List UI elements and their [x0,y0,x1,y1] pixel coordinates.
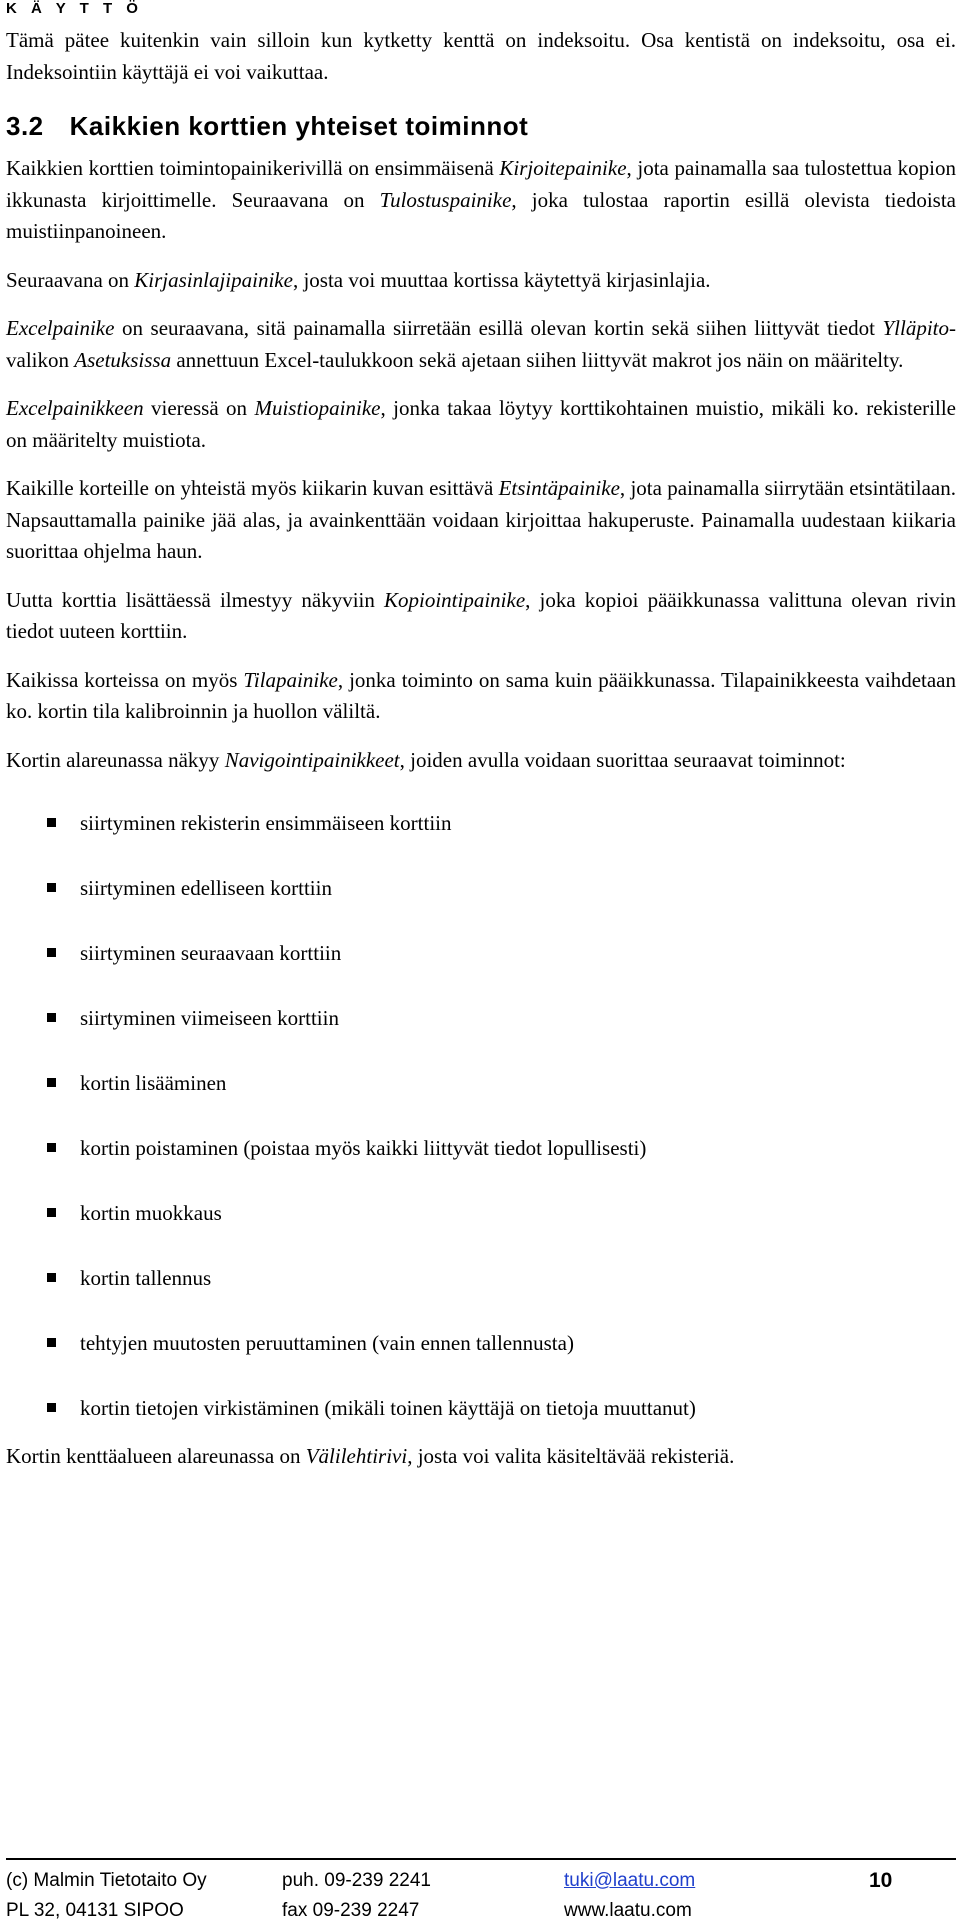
paragraph-status-button [6,665,956,728]
list-item-text: siirtyminen rekisterin ensimmäiseen korttiin [80,811,452,835]
bullet-square-icon [47,883,56,892]
footer-fax: fax 09-239 2247 [282,1900,420,1921]
term-asetuksissa: Asetuksissa [74,347,172,372]
text-run: Kaikkien korttien toimintopainikerivillä on ensimmäisenä [6,156,500,180]
running-header: K Ä Y T T Ö [6,0,143,17]
list-item-text: kortin poistaminen (poistaa myös kaikki liittyvät tiedot lopullisesti) [80,1136,647,1160]
text-run: Kortin alareunassa näkyy [6,747,225,772]
list-item [6,1003,956,1068]
text-run: , joiden avulla voidaan suorittaa seuraavat toiminnot: [399,747,846,772]
list-item-text: siirtyminen seuraavaan korttiin [80,941,342,965]
text-run: annettuun Excel-taulukkoon sekä ajetaan siihen liittyvät makrot jos näin on määritelty. [171,347,904,372]
section-number: 3.2 [6,111,44,141]
list-item-text: kortin tietojen virkistäminen (mikäli toinen käyttäjä on tietoja muuttanut) [80,1396,696,1420]
list-item [6,1068,956,1133]
page-content [6,25,956,1473]
text-run: , jonka toiminto on sama kuin pääikkunassa. Tilapainikkeesta vaihdetaan ko. kortin tila kalibroinnin ja huollon väliltä. [6,667,956,723]
list-item-text: kortin tallennus [80,1266,212,1290]
term-tulostuspainike: Tulostuspainike [379,187,512,212]
footer-email-link[interactable]: tuki@laatu.com [564,1870,696,1891]
list-item [6,1263,956,1328]
paragraph-copy-button [6,585,956,648]
footer-address: PL 32, 04131 SIPOO [6,1900,184,1921]
text-run: Kaikissa korteissa on myös [6,667,244,692]
bullet-square-icon [47,1403,56,1412]
footer-phone: puh. 09-239 2241 [282,1870,431,1891]
text-run: , joka kopioi pääikkunassa valittuna olevan rivin tiedot uuteen korttiin. [6,587,956,643]
list-item-text: kortin muokkaus [80,1201,222,1225]
text-run: Kaikille korteille on yhteistä myös kiikarin kuvan esittävä [6,476,499,500]
text-run: , jota painamalla siirrytään etsintätilaan. Napsauttamalla painike jää alas, ja avainkenttään voidaan kirjoittaa hakuperuste. Painamalla uudestaan kiikaria suorittaa ohjelma haun. [6,476,956,563]
text-run: Kortin kenttäalueen alareunassa on [6,1444,306,1468]
text-run: -valikon [6,316,956,372]
term-tilapainike: Tilapainike [243,667,338,692]
bullet-square-icon [47,1013,56,1022]
paragraph-excel-button [6,313,956,376]
bullet-square-icon [47,1208,56,1217]
bullet-square-icon [47,1078,56,1087]
text-run: on seuraavana, sitä painamalla siirretään esillä olevan kortin sekä siihen liittyvät tiedot [114,316,883,340]
page-footer [6,1866,956,1926]
term-muistiopainike: Muistiopainike [254,396,381,420]
paragraph-memo-button [6,393,956,456]
paragraph-tab-row [6,1441,956,1473]
text-run: , joka tulostaa raportin esillä olevista tiedoista muistiinpanoineen. [6,187,956,243]
list-item [6,1393,956,1441]
term-kopiointipainike: Kopiointipainike [384,587,526,612]
list-item [6,873,956,938]
paragraph-toolbar-buttons [6,153,956,248]
bullet-square-icon [47,818,56,827]
list-item-text: kortin lisääminen [80,1071,227,1095]
page-number: 10 [869,1869,893,1892]
list-item [6,1328,956,1393]
term-excelpainike: Excelpainike [6,316,115,340]
intro-paragraph: Tämä pätee kuitenkin vain silloin kun kytketty kenttä on indeksoitu. Osa kentistä on indeksoitu, osa ei. Indeksointiin käyttäjä ei voi vaikuttaa. [6,28,956,84]
paragraph-font-button [6,265,956,297]
bullet-square-icon [47,948,56,957]
text-run: , josta voi muuttaa kortissa käytettyä kirjasinlajia. [292,267,711,292]
text-run: Seuraavana on [6,267,135,292]
text-run: , josta voi valita käsiteltävää rekisteriä. [407,1444,735,1468]
footer-divider [6,1858,956,1860]
term-navigointipainikkeet: Navigointipainikkeet [224,747,400,772]
list-item-text: tehtyjen muutosten peruuttaminen (vain ennen tallennusta) [80,1331,574,1355]
navigation-functions-list [6,808,956,1441]
text-run: , jota painamalla saa tulostettua kopion ikkunasta kirjoittimelle. Seuraavana on [6,156,956,212]
text-run: vieressä on [143,396,255,420]
paragraph-search-button [6,473,956,568]
list-item-text: siirtyminen edelliseen korttiin [80,876,332,900]
footer-website[interactable]: www.laatu.com [564,1900,692,1921]
section-heading [6,109,956,143]
footer-row-1 [6,1866,956,1896]
bullet-square-icon [47,1273,56,1282]
term-yllapito: Ylläpito [882,316,949,340]
term-valilehtirivi: Välilehtirivi [305,1444,408,1468]
bullet-square-icon [47,1143,56,1152]
footer-row-2 [6,1896,956,1926]
section-title: Kaikkien korttien yhteiset toiminnot [69,111,529,141]
paragraph-navigation-buttons [6,745,956,777]
list-item [6,938,956,1003]
bullet-square-icon [47,1338,56,1347]
term-excelpainikkeen: Excelpainikkeen [6,396,144,420]
list-item [6,808,956,873]
term-kirjoitepainike: Kirjoitepainike [499,156,627,180]
term-etsintapainike: Etsintäpainike [498,476,620,500]
text-run: Uutta korttia lisättäessä ilmestyy näkyviin [6,587,384,612]
list-item [6,1198,956,1263]
footer-company: (c) Malmin Tietotaito Oy [6,1870,207,1891]
term-kirjasinlajipainike: Kirjasinlajipainike [134,267,293,292]
list-item-text: siirtyminen viimeiseen korttiin [80,1006,339,1030]
list-item [6,1133,956,1198]
text-run: , jonka takaa löytyy korttikohtainen muistio, mikäli ko. rekisterille on määritelty muistiota. [6,396,956,452]
